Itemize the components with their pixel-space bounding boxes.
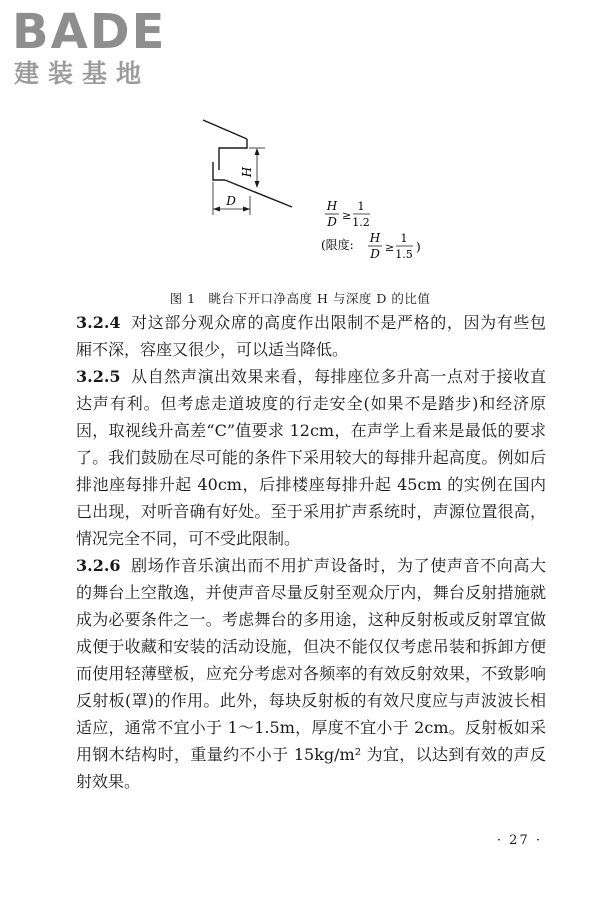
paragraph-text: 从自然声演出效果来看，每排座位多升高一点对于接收直达声有利。但考虑走道坡度的行走安全(如果不是踏步)和经济原因，取视线升高差“C”值要求 12cm，在声学上看来是最低的要求了。我们鼓励在尽可能的条件下采用较大的每排升起高度。例如后排池座每排升起 40cm，后排楼座每排升起 45cm 的实例在国内已出现，对听音确有好处。至于采用扩声系统时，声源位置很高，情况完全不同，可不受此限制。 (76, 367, 546, 548)
section-number: 3.2.4 (76, 313, 121, 332)
h-arrow-down (255, 181, 260, 188)
section-number: 3.2.5 (76, 367, 121, 386)
formula-value-numerator: 1 (357, 200, 365, 213)
paragraph-3-2-4 (76, 309, 546, 363)
d-label: D (226, 194, 236, 208)
paragraph-text: 剧场作音乐演出而不用扩声设备时，为了使声音不向高大的舞台上空散逸，并使声音尽量反射至观众厅内，舞台反射措施就成为必要条件之一。考虑舞台的多用途，这种反射板或反射罩宜做成便于收藏和安装的活动设施，但决不能仅仅考虑吊装和拆卸方便而使用轻薄壁板，应充分考虑对各频率的有效反射效果，不致影响反射板(罩)的作用。此外，每块反射板的有效尺度应与声波波长相适应，通常不宜小于 1～1.5m，厚度不宜小于 2cm。反射板如采用钢木结构时，重量约不小于 15kg/m² 为宜，以达到有效的声反射效果。 (76, 556, 546, 791)
formula-denominator: D (327, 215, 337, 229)
balcony-top-line (203, 120, 247, 139)
limit-denominator: D (370, 247, 380, 261)
h-label: H (240, 166, 254, 178)
limit-numerator: H (369, 231, 381, 245)
paragraph-3-2-6 (76, 552, 546, 795)
d-arrow-left (213, 207, 220, 212)
paragraph-3-2-5 (76, 363, 546, 552)
limit-value-denominator: 1.5 (395, 248, 413, 261)
limit-value-numerator: 1 (400, 232, 408, 245)
limit-relation: ≥ (385, 241, 395, 254)
balcony-section-drawing (195, 112, 455, 282)
balcony-diagram (195, 112, 455, 282)
logo (12, 6, 172, 90)
page-number: · 27 · (496, 833, 542, 848)
body-text (76, 309, 546, 795)
figure-caption: 图 1 眺台下开口净高度 H 与深度 D 的比值 (169, 291, 431, 306)
limit-suffix: ) (416, 240, 421, 254)
paragraph-text: 对这部分观众席的高度作出限制不是严格的，因为有些包厢不深，容座又很少，可以适当降低。 (76, 313, 546, 359)
h-arrow-up (255, 148, 260, 155)
section-number: 3.2.6 (76, 556, 121, 575)
formula-value-denominator: 1.2 (352, 216, 370, 229)
logo-subtitle: 建装基地 (14, 59, 151, 88)
d-arrow-right (243, 207, 250, 212)
balcony-front-edge (219, 139, 247, 170)
formula-numerator: H (326, 199, 338, 213)
logo-wordmark: BADE (12, 4, 167, 60)
limit-prefix: (限度: (321, 238, 354, 252)
formula-relation: ≥ (342, 209, 352, 222)
